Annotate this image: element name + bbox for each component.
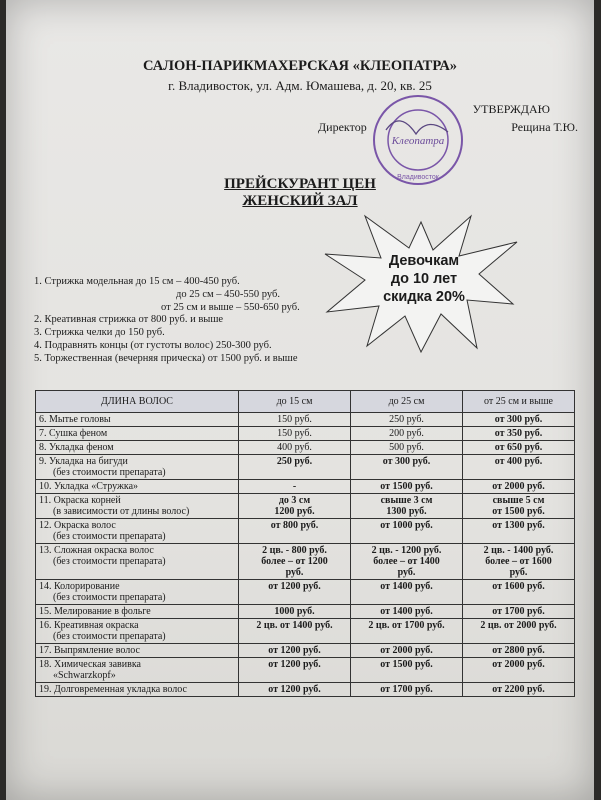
price-over-25: от 2200 руб. [463,683,575,697]
price-up-to-25: от 1700 руб. [351,683,463,697]
price-up-to-15: 2 цв. - 800 руб. более – от 1200 руб. [239,544,351,580]
table-row [36,683,575,697]
header-over-25: от 25 см и выше [463,391,575,413]
service-name-cell [36,427,239,441]
service-name-cell [36,413,239,427]
price-up-to-25: от 1500 руб. [351,658,463,683]
price-over-25: от 1700 руб. [463,605,575,619]
price-over-25: от 1300 руб. [463,519,575,544]
service-name-cell [36,494,239,519]
price-up-to-15: от 800 руб. [239,519,351,544]
price-over-25: от 650 руб. [463,441,575,455]
price-up-to-25: от 2000 руб. [351,644,463,658]
price-up-to-15: 250 руб. [239,455,351,480]
salon-stamp [358,90,478,190]
header-up-to-15: до 15 см [239,391,351,413]
director-name: Рещина Т.Ю. [511,120,578,134]
salon-name: САЛОН-ПАРИКМАХЕРСКАЯ «КЛЕОПАТРА» [142,58,458,74]
price-up-to-15: от 1200 руб. [239,683,351,697]
service-name-cell [36,441,239,455]
salon-address: г. Владивосток, ул. Адм. Юмашева, д. 20, кв. 25 [168,78,432,93]
service-name-cell [36,683,239,697]
service-note: (без стоимости препарата) [53,631,166,642]
price-up-to-25: 250 руб. [351,413,463,427]
price-up-to-15: 150 руб. [239,427,351,441]
approval-label: УТВЕРЖДАЮ [472,102,550,116]
price-over-25: 2 цв. от 2000 руб. [463,619,575,644]
table-row [36,544,575,580]
price-over-25: 2 цв. - 1400 руб. более – от 1600 руб. [463,544,575,580]
table-row [36,455,575,480]
table-row [36,480,575,494]
table-row [36,619,575,644]
table-row [36,427,575,441]
price-over-25: от 2000 руб. [463,480,575,494]
header-up-to-25: до 25 см [351,391,463,413]
service-name: 9. Укладка на бигуди [39,456,128,467]
service-note: (без стоимости препарата) [53,467,166,478]
promo-line-1: Девочкам [388,253,460,269]
service-name: 11. Окраска корней [39,495,121,506]
table-row [36,580,575,605]
price-up-to-25: 200 руб. [351,427,463,441]
director-label: Директор [318,120,367,134]
promo-line-2: до 10 лет [390,271,458,287]
service-5: 5. Торжественная (вечерняя прическа) от 1500 руб. и выше [34,352,298,364]
price-up-to-25: 2 цв. - 1200 руб. более – от 1400 руб. [351,544,463,580]
service-name-cell [36,544,239,580]
table-row [36,658,575,683]
service-2: 2. Креативная стрижка от 800 руб. и выше [34,314,224,326]
stamp-ring-text: Владивосток [397,174,439,181]
price-over-25: от 2800 руб. [463,644,575,658]
price-up-to-15: 400 руб. [239,441,351,455]
service-name: 19. Долговременная укладка волос [39,684,187,695]
price-up-to-15: от 1200 руб. [239,644,351,658]
promo-line-3: скидка 20% [383,289,465,305]
service-name: 13. Сложная окраска волос [39,545,154,556]
price-up-to-15: от 1200 руб. [239,658,351,683]
service-1-option-3: от 25 см и выше – 550-650 руб. [161,301,300,313]
service-note: (в зависимости от длины волос) [53,506,190,517]
service-name: 14. Колорирование [39,581,120,592]
service-1: 1. Стрижка модельная до 15 см – 400-450 руб. [34,276,240,287]
service-name: 7. Сушка феном [39,428,108,439]
table-row [36,413,575,427]
service-name: 12. Окраска волос [39,520,116,531]
table-row [36,441,575,455]
service-note: «Schwarzkopf» [53,670,116,681]
price-list-sheet [6,0,594,800]
table-row [36,605,575,619]
price-over-25: от 1600 руб. [463,580,575,605]
service-name-cell [36,580,239,605]
price-over-25: от 350 руб. [463,427,575,441]
price-up-to-25: от 1000 руб. [351,519,463,544]
price-up-to-25: от 1400 руб. [351,605,463,619]
price-up-to-25: от 300 руб. [351,455,463,480]
table-row [36,519,575,544]
table-row [36,494,575,519]
header-hair-length: ДЛИНА ВОЛОС [36,391,239,413]
service-name: 6. Мытье головы [39,414,111,425]
price-up-to-15: 2 цв. от 1400 руб. [239,619,351,644]
service-name: 16. Креативная окраска [39,620,139,631]
service-3: 3. Стрижка челки до 150 руб. [34,327,165,339]
price-over-25: свыше 5 см от 1500 руб. [463,494,575,519]
service-name: 18. Химическая завивка [39,659,141,670]
service-name-cell [36,619,239,644]
service-1-option-2: до 25 см – 450-550 руб. [176,288,280,300]
price-up-to-25: от 1500 руб. [351,480,463,494]
service-name: 15. Мелирование в фольге [39,606,151,617]
price-over-25: от 300 руб. [463,413,575,427]
price-up-to-25: свыше 3 см 1300 руб. [351,494,463,519]
price-up-to-15: 1000 руб. [239,605,351,619]
document-title [6,176,594,210]
stamp-center-text: Клеопатра [391,135,445,147]
price-up-to-25: от 1400 руб. [351,580,463,605]
price-up-to-25: 500 руб. [351,441,463,455]
price-over-25: от 2000 руб. [463,658,575,683]
title-line-2: ЖЕНСКИЙ ЗАЛ [242,193,358,209]
service-note: (без стоимости препарата) [53,531,166,542]
service-name-cell [36,480,239,494]
service-name-cell [36,455,239,480]
price-up-to-15: - [239,480,351,494]
service-name-cell [36,644,239,658]
price-over-25: от 400 руб. [463,455,575,480]
service-4: 4. Подравнять концы (от густоты волос) 250-300 руб. [34,339,272,351]
title-line-1: ПРЕЙСКУРАНТ ЦЕН [224,176,376,192]
service-note: (без стоимости препарата) [53,592,166,603]
price-up-to-15: 150 руб. [239,413,351,427]
service-name: 8. Укладка феном [39,442,114,453]
price-up-to-15: до 3 см 1200 руб. [239,494,351,519]
price-up-to-15: от 1200 руб. [239,580,351,605]
service-note: (без стоимости препарата) [53,556,166,567]
price-up-to-25: 2 цв. от 1700 руб. [351,619,463,644]
service-name-cell [36,658,239,683]
service-name-cell [36,519,239,544]
service-name: 17. Выпрямление волос [39,645,140,656]
director-line [318,120,578,135]
service-name-cell [36,605,239,619]
service-name: 10. Укладка «Стружка» [39,481,139,492]
price-table [35,390,575,697]
services-list [34,276,300,366]
table-row [36,644,575,658]
promo-text [374,252,474,306]
table-header-row [36,391,575,413]
